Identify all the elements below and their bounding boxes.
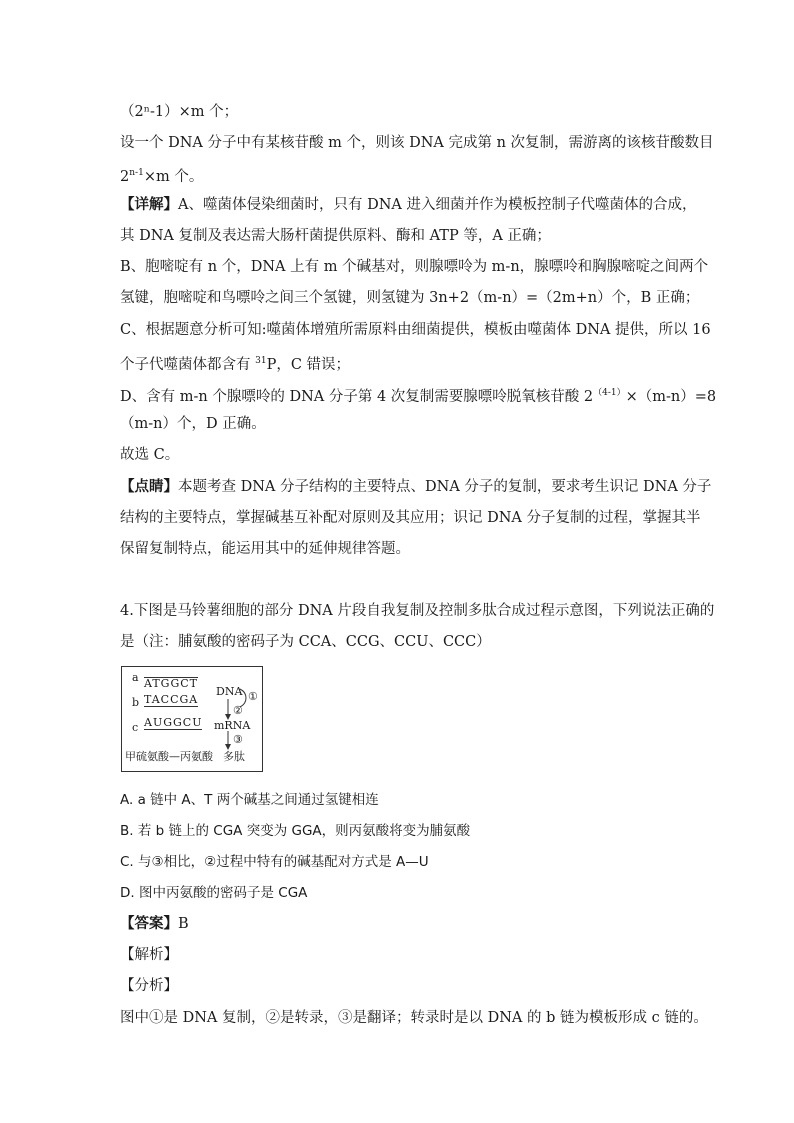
question-4-line-1: 4.下图是马铃薯细胞的部分 DNA 片段自我复制及控制多肽合成过程示意图，下列说法正确的 xyxy=(120,603,715,619)
superscript: n-1 xyxy=(129,168,144,178)
detail-tag: 【详解】 xyxy=(120,196,178,213)
text-frag: A、噬菌体侵染细菌时，只有 DNA 进入细菌并作为模板控制子代噬菌体的合成， xyxy=(178,197,697,213)
strand-c-sequence: AUGGCU xyxy=(144,716,203,729)
mrna-label: mRNA xyxy=(214,719,251,732)
superscript: （4-1） xyxy=(593,388,626,398)
text-line-15: 保留复制特点，能运用其中的延伸规律答题。 xyxy=(120,541,410,557)
step-2-marker: ② xyxy=(233,704,243,717)
answer-line xyxy=(120,914,189,934)
text-frag: D、含有 m-n 个腺嘌呤的 DNA 分子第 4 次复制需要腺嘌呤脱氧核苷酸 2 xyxy=(120,389,594,405)
text-frag: 本题考查 DNA 分子结构的主要特点、DNA 分子的复制，要求考生识记 DNA 分子 xyxy=(178,479,712,495)
answer-tag: 【答案】 xyxy=(120,915,178,932)
text-line-3 xyxy=(120,163,203,187)
text-frag: P，C 错误； xyxy=(266,357,351,373)
step-1-marker: ① xyxy=(248,690,258,703)
tip-tag: 【点睛】 xyxy=(120,478,178,495)
text-line-8: C、根据题意分析可知:噬菌体增殖所需原料由细菌提供，模板由噬菌体 DNA 提供，所以 16 xyxy=(120,322,711,338)
text-line-10 xyxy=(120,383,716,407)
text-frag: ×m 个。 xyxy=(143,169,204,185)
option-b: B. 若 b 链上的 CGA 突变为 GGA，则丙氨酸将变为脯氨酸 xyxy=(120,823,471,839)
text-line-12: 故选 C。 xyxy=(120,447,180,463)
text-line-7: 氢键，胞嘧啶和鸟嘌呤之间三个氢键，则氢键为 3n+2（m-n）=（2m+n）个，B 正确； xyxy=(120,290,700,306)
analysis-tag: 【解析】 xyxy=(120,947,178,963)
text-line-5: 其 DNA 复制及表达需大肠杆菌提供原料、酶和 ATP 等，A 正确； xyxy=(120,228,551,244)
strand-b-label: b xyxy=(132,696,140,709)
text-line-14: 结构的主要特点，掌握碱基互补配对原则及其应用；识记 DNA 分子复制的过程，掌握其半 xyxy=(120,510,701,526)
question-4-line-2: 是（注：脯氨酸的密码子为 CCA、CCG、CCU、CCC） xyxy=(120,634,491,650)
strand-c-label: c xyxy=(132,721,139,734)
text-frag: 2 xyxy=(120,169,130,185)
polypeptide-label: 多肽 xyxy=(223,750,245,763)
text-frag: ×（m-n）=8 xyxy=(625,389,717,405)
strand-a-sequence: ATGGCT xyxy=(144,677,199,690)
superscript: 31 xyxy=(255,356,267,366)
step-3-marker: ③ xyxy=(233,733,243,746)
text-frag: 个子代噬菌体都含有 xyxy=(120,357,256,373)
strand-b-sequence: TACCGA xyxy=(144,693,199,706)
analysis-subtag: 【分析】 xyxy=(120,978,178,994)
strand-a-label: a xyxy=(132,671,139,684)
text-line-11: （m-n）个，D 正确。 xyxy=(120,416,266,432)
option-d: D. 图中丙氨酸的密码子是 CGA xyxy=(120,885,308,901)
tip-line-1 xyxy=(120,477,711,497)
text-line-1: （2ⁿ-1）×m 个； xyxy=(120,104,239,120)
analysis-line: 图中①是 DNA 复制，②是转录，③是翻译；转录时是以 DNA 的 b 链为模板形成 c 链的。 xyxy=(120,1010,708,1026)
amino-acid-chain: 甲硫氨酸—丙氨酸 xyxy=(125,750,213,763)
option-a: A. a 链中 A、T 两个碱基之间通过氢键相连 xyxy=(120,792,379,808)
detail-line-1 xyxy=(120,195,696,215)
text-line-6: B、胞嘧啶有 n 个，DNA 上有 m 个碱基对，则腺嘌呤为 m-n，腺嘌呤和胸腺嘧啶之间两个 xyxy=(120,259,709,275)
dna-label: DNA xyxy=(216,685,243,698)
replication-figure xyxy=(121,666,263,772)
text-line-2: 设一个 DNA 分子中有某核苷酸 m 个，则该 DNA 完成第 n 次复制，需游离的该核苷酸数目 xyxy=(120,135,714,151)
option-c: C. 与③相比，②过程中特有的碱基配对方式是 A—U xyxy=(120,854,429,870)
answer-value: B xyxy=(178,916,189,932)
text-line-9 xyxy=(120,351,350,375)
